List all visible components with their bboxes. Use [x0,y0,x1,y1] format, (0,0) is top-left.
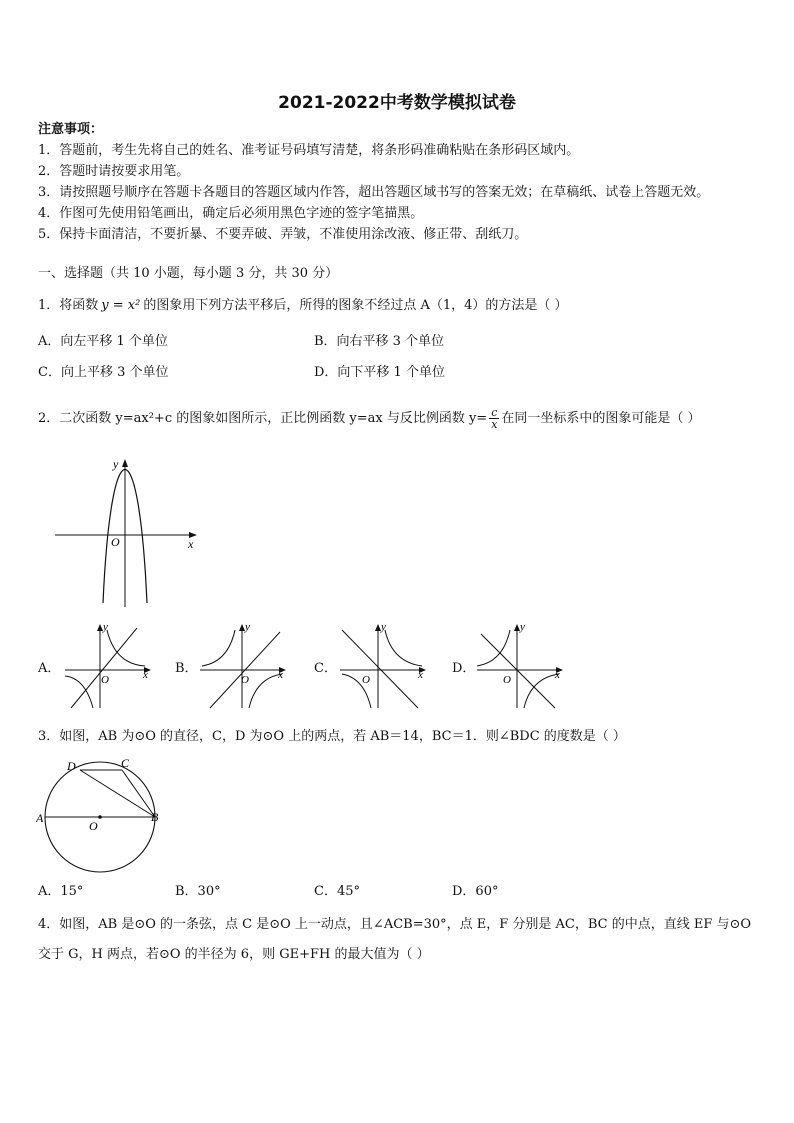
y-axis-label: y [381,621,386,633]
question-1-option-b: B．向右平移 3 个单位 [314,334,445,349]
question-2-parabola-figure [55,455,200,610]
question-3-option-b: B．30° [175,884,221,899]
notice-item-2: 2．答题时请按要求用笔。 [38,164,190,179]
question-3-circle-figure [36,752,166,874]
proportional-line [481,634,555,708]
option-c-graph [338,620,430,710]
question-1-option-a: A．向左平移 1 个单位 [38,334,168,349]
question-2-post: 在同一坐标系中的图象可能是（ ） [501,411,701,426]
question-1-option-d: D．向下平移 1 个单位 [314,365,445,380]
x-axis-label: x [278,669,283,681]
notice-item-5: 5．保持卡面清洁，不要折暴、不要弄破、弄皱，不准使用涂改液、修正带、刮纸刀。 [38,227,528,242]
question-1-post: 的图象用下列方法平移后，所得的图象不经过点 A（1，4）的方法是（ ） [143,298,568,313]
x-axis-label: x [555,669,560,681]
hyperbola-branch [65,676,93,708]
page-title: 2021-2022中考数学模拟试卷 [278,93,516,113]
question-2-fraction [489,407,499,430]
point-a-label: A [36,811,44,825]
x-axis-label: x [143,669,148,681]
section-heading: 一、选择题（共 10 小题，每小题 3 分，共 30 分） [38,266,339,281]
notice-item-4: 4．作图可先使用铅笔画出，确定后必须用黑色字迹的签字笔描黑。 [38,206,424,221]
y-axis-label: y [113,457,119,471]
origin-label: O [101,674,109,686]
origin-label: O [362,674,370,686]
hyperbola-branch [202,630,235,666]
point-c-label: C [121,756,130,770]
question-3-option-c: C．45° [314,884,360,899]
x-axis-label: x [188,537,194,551]
hyperbola-branch [385,630,422,666]
option-d-graph [475,620,567,710]
hyperbola-branch [107,630,145,666]
point-b-label: B [151,810,159,824]
hyperbola-branch [524,674,559,708]
notice-item-1: 1．答题前，考生先将自己的姓名、准考证号码填写清楚，将条形码准确粘贴在条形码区域内。 [38,143,580,158]
question-2-option-c: C． [314,661,337,676]
option-b-graph [198,620,290,710]
proportional-line [71,628,137,708]
question-2-option-b: B． [175,661,198,676]
question-2-option-a: A． [38,661,61,676]
origin-label: O [111,535,120,549]
x-axis-label: x [418,669,423,681]
y-axis-arrow [122,459,128,467]
point-d-label: D [67,759,76,773]
question-1-formula: y = x² [101,298,141,313]
point-o-label: O [89,819,98,833]
notice-heading: 注意事项： [38,122,104,137]
question-3-stem: 3．如图，AB 为⊙O 的直径，C，D 为⊙O 上的两点，若 AB＝14，BC＝1．则∠BDC 的度数是（ ） [38,729,626,744]
center-dot [98,815,102,819]
proportional-line [342,630,418,708]
question-3-option-a: A．15° [38,884,84,899]
question-1-pre: 1．将函数 [38,298,99,313]
question-1-option-c: C．向上平移 3 个单位 [38,365,169,380]
question-3-option-d: D．60° [452,884,499,899]
y-axis-label: y [103,621,108,633]
chord-db [80,770,155,817]
question-4-line-1: 4．如图，AB 是⊙O 的一条弦，点 C 是⊙O 上一动点，且∠ACB=30°，点 E，F 分别是 AC，BC 的中点，直线 EF 与⊙O [38,917,752,932]
question-2-pre: 2．二次函数 y=ax²+c 的图象如图所示，正比例函数 y=ax 与反比例函数 y= [38,411,488,426]
y-axis-label: y [245,621,250,633]
question-2-option-d: D． [452,661,476,676]
origin-label: O [503,674,511,686]
fraction-numerator: c [489,407,499,419]
y-axis-label: y [520,621,525,633]
question-4-line-2: 交于 G，H 两点，若⊙O 的半径为 6，则 GE+FH 的最大值为（ ） [38,947,430,962]
origin-label: O [241,674,249,686]
option-a-graph [63,620,155,710]
fraction-denominator: x [491,418,498,431]
question-2-stem [38,405,701,433]
question-1-stem [38,298,568,314]
notice-item-3: 3．请按照题号顺序在答题卡各题目的答题区域内作答，超出答题区域书写的答案无效；在草稿纸、试卷上答题无效。 [38,185,710,200]
